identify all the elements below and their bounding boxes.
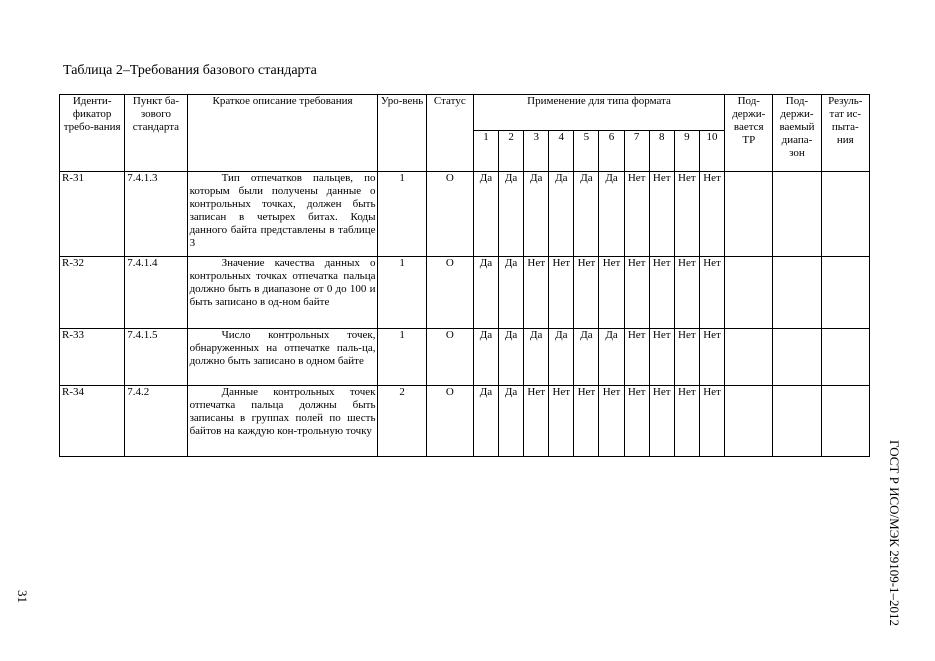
requirement-id: R-31 [60, 172, 125, 257]
header-test-result: Резуль-тат ис-пыта-ния [821, 95, 869, 172]
format-applicability: Нет [549, 257, 574, 329]
format-applicability: Да [473, 257, 498, 329]
format-applicability: Нет [674, 172, 699, 257]
requirement-description: Число контрольных точек, обнаруженных на отпечатке паль-ца, должно быть записано в одном байте [187, 329, 378, 386]
test-result-cell [821, 172, 869, 257]
requirement-level: 2 [378, 386, 426, 457]
document-title: ГОСТ Р ИСО/МЭК 29109-1–2012 [887, 440, 902, 627]
format-applicability: Нет [524, 257, 549, 329]
requirement-id: R-33 [60, 329, 125, 386]
format-applicability: Нет [624, 257, 649, 329]
format-applicability: Нет [574, 257, 599, 329]
format-applicability: Да [473, 386, 498, 457]
table-caption: Таблица 2–Требования базового стандарта [63, 63, 317, 78]
format-applicability: Нет [599, 386, 624, 457]
format-applicability: Да [499, 257, 524, 329]
format-applicability: Да [499, 172, 524, 257]
header-format-number: 8 [649, 130, 674, 171]
supported-range-cell [773, 329, 821, 386]
requirement-status: О [426, 172, 473, 257]
format-applicability: Нет [674, 329, 699, 386]
supported-range-cell [773, 172, 821, 257]
requirement-clause: 7.4.1.5 [125, 329, 187, 386]
requirement-clause: 7.4.1.4 [125, 257, 187, 329]
format-applicability: Нет [699, 172, 724, 257]
format-applicability: Нет [574, 386, 599, 457]
format-applicability: Да [524, 172, 549, 257]
format-applicability: Да [499, 329, 524, 386]
header-format-number: 1 [473, 130, 498, 171]
header-format-number: 4 [549, 130, 574, 171]
requirement-status: О [426, 257, 473, 329]
requirement-status: О [426, 386, 473, 457]
format-applicability: Да [473, 329, 498, 386]
format-applicability: Нет [674, 257, 699, 329]
header-format-number: 3 [524, 130, 549, 171]
header-format-number: 10 [699, 130, 724, 171]
format-applicability: Нет [649, 257, 674, 329]
supported-tp-cell [725, 329, 773, 386]
test-result-cell [821, 386, 869, 457]
requirement-clause: 7.4.1.3 [125, 172, 187, 257]
header-supported-tp: Под-держи-вается ТР [725, 95, 773, 172]
format-applicability: Да [473, 172, 498, 257]
format-applicability: Нет [599, 257, 624, 329]
format-applicability: Нет [699, 386, 724, 457]
header-format-number: 9 [674, 130, 699, 171]
page-number: 31 [15, 590, 30, 603]
format-applicability: Да [499, 386, 524, 457]
header-application: Применение для типа формата [473, 95, 724, 131]
requirement-level: 1 [378, 172, 426, 257]
test-result-cell [821, 329, 869, 386]
table-row [60, 386, 870, 457]
format-applicability: Да [599, 172, 624, 257]
table-row [60, 172, 870, 257]
supported-tp-cell [725, 257, 773, 329]
table-row [60, 257, 870, 329]
format-applicability: Нет [674, 386, 699, 457]
format-applicability: Да [524, 329, 549, 386]
format-applicability: Нет [699, 257, 724, 329]
requirement-description: Тип отпечатков пальцев, по которым были получены данные о контрольных точках, должен быть записан в четырех битах. Коды данного байта представлены в таблице 3 [187, 172, 378, 257]
header-supported-range: Под-держи-ваемый диапа-зон [773, 95, 821, 172]
supported-tp-cell [725, 172, 773, 257]
format-applicability: Да [549, 329, 574, 386]
test-result-cell [821, 257, 869, 329]
format-applicability: Нет [649, 329, 674, 386]
format-applicability: Нет [649, 386, 674, 457]
supported-tp-cell [725, 386, 773, 457]
header-description: Краткое описание требования [187, 95, 378, 172]
format-applicability: Нет [699, 329, 724, 386]
header-format-number: 7 [624, 130, 649, 171]
requirement-description: Данные контрольных точек отпечатка пальца должны быть записаны в группах полей по шесть байтов на каждую кон-трольную точку [187, 386, 378, 457]
format-applicability: Нет [549, 386, 574, 457]
header-status: Статус [426, 95, 473, 172]
header-id: Иденти-фикатор требо-вания [60, 95, 125, 172]
requirement-id: R-32 [60, 257, 125, 329]
requirement-status: О [426, 329, 473, 386]
requirement-level: 1 [378, 257, 426, 329]
format-applicability: Да [599, 329, 624, 386]
header-format-number: 2 [499, 130, 524, 171]
format-applicability: Нет [624, 172, 649, 257]
format-applicability: Нет [624, 386, 649, 457]
header-format-number: 5 [574, 130, 599, 171]
format-applicability: Нет [624, 329, 649, 386]
requirement-id: R-34 [60, 386, 125, 457]
header-format-number: 6 [599, 130, 624, 171]
format-applicability: Нет [649, 172, 674, 257]
header-clause: Пункт ба-зового стандарта [125, 95, 187, 172]
format-applicability: Да [574, 172, 599, 257]
format-applicability: Да [574, 329, 599, 386]
format-applicability: Нет [524, 386, 549, 457]
table-row [60, 329, 870, 386]
format-applicability: Да [549, 172, 574, 257]
requirement-level: 1 [378, 329, 426, 386]
requirement-description: Значение качества данных о контрольных точках отпечатка пальца должно быть в диапазоне от 0 до 100 и быть записано в од-ном байте [187, 257, 378, 329]
supported-range-cell [773, 386, 821, 457]
requirements-table [59, 94, 870, 457]
header-level: Уро-вень [378, 95, 426, 172]
supported-range-cell [773, 257, 821, 329]
requirement-clause: 7.4.2 [125, 386, 187, 457]
